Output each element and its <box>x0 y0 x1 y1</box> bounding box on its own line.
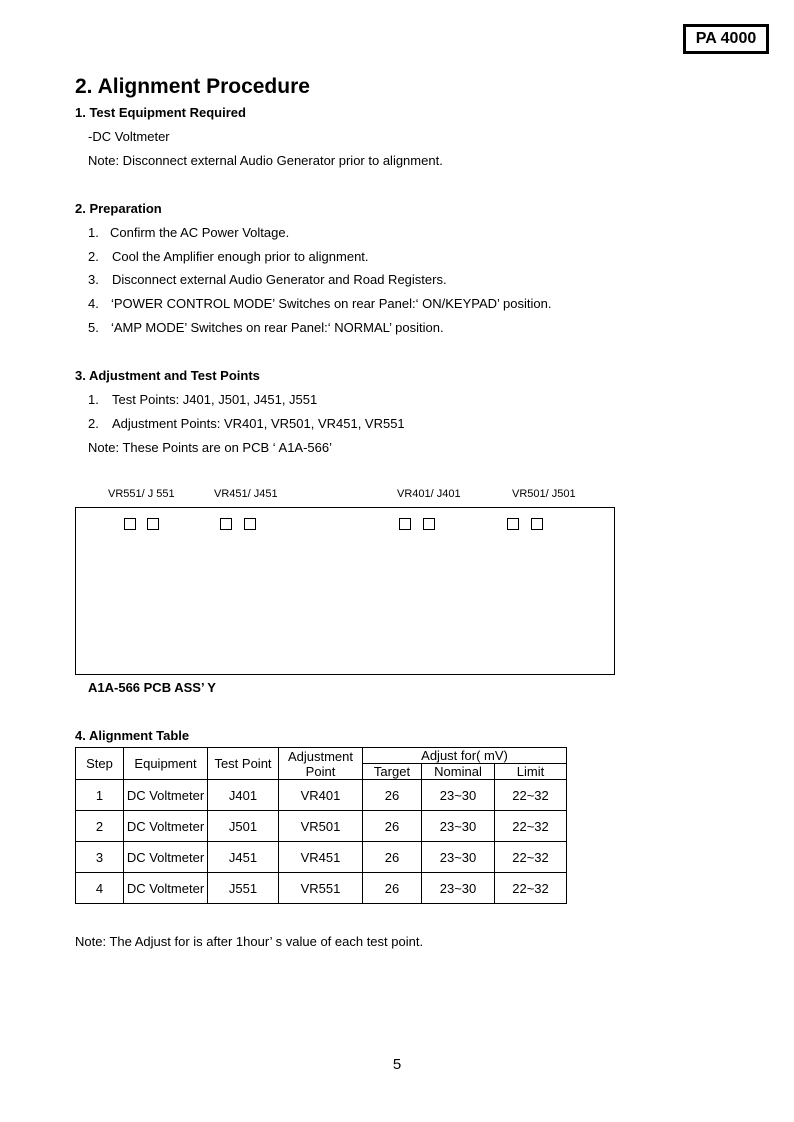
point-item-text: Adjustment Points: VR401, VR501, VR451, VR551 <box>112 416 405 431</box>
cell-target: 26 <box>363 780 422 811</box>
test-point-marker <box>244 518 256 530</box>
cell-limit: 22~32 <box>495 780 567 811</box>
section-heading-preparation: 2. Preparation <box>75 201 162 216</box>
cell-adjustment-point: VR401 <box>279 780 363 811</box>
header-step: Step <box>76 748 124 780</box>
cell-equipment: DC Voltmeter <box>124 811 208 842</box>
point-item-number: 2. <box>88 416 99 431</box>
prep-item-number: 3. <box>88 272 99 287</box>
adjustment-point-marker <box>220 518 232 530</box>
header-target: Target <box>363 764 422 780</box>
prep-item-text: Disconnect external Audio Generator and Road Registers. <box>112 272 447 287</box>
equipment-item: -DC Voltmeter <box>88 129 170 144</box>
cell-step: 4 <box>76 873 124 904</box>
point-item-number: 1. <box>88 392 99 407</box>
page-title: 2. Alignment Procedure <box>75 75 310 98</box>
adjustment-point-marker <box>124 518 136 530</box>
equipment-note: Note: Disconnect external Audio Generator prior to alignment. <box>88 153 443 168</box>
cell-step: 2 <box>76 811 124 842</box>
cell-equipment: DC Voltmeter <box>124 873 208 904</box>
cell-target: 26 <box>363 873 422 904</box>
prep-item-text: Cool the Amplifier enough prior to alignment. <box>112 249 369 264</box>
pcb-point-label: VR401/ J401 <box>397 488 461 500</box>
cell-test-point: J451 <box>208 842 279 873</box>
table-note: Note: The Adjust for is after 1hour’ s value of each test point. <box>75 934 424 949</box>
cell-test-point: J551 <box>208 873 279 904</box>
header-test-point: Test Point <box>208 748 279 780</box>
prep-item-number: 2. <box>88 249 99 264</box>
cell-target: 26 <box>363 811 422 842</box>
cell-adjustment-point: VR551 <box>279 873 363 904</box>
header-equipment: Equipment <box>124 748 208 780</box>
page-number: 5 <box>392 1056 402 1073</box>
cell-limit: 22~32 <box>495 873 567 904</box>
cell-adjustment-point: VR501 <box>279 811 363 842</box>
model-label: PA 4000 <box>683 24 769 54</box>
cell-target: 26 <box>363 842 422 873</box>
cell-nominal: 23~30 <box>422 780 495 811</box>
test-point-marker <box>147 518 159 530</box>
header-adjust-for: Adjust for( mV) <box>363 748 567 764</box>
section-heading-alignment-table: 4. Alignment Table <box>75 728 190 743</box>
header-adjustment-point: Adjustment Point <box>279 748 363 780</box>
prep-item-number: 1. <box>88 225 99 240</box>
cell-limit: 22~32 <box>495 811 567 842</box>
table-row <box>76 780 567 811</box>
prep-item-number: 4. <box>88 296 99 311</box>
prep-item-text: ‘POWER CONTROL MODE’ Switches on rear Panel:‘ ON/KEYPAD’ position. <box>111 296 552 311</box>
cell-equipment: DC Voltmeter <box>124 780 208 811</box>
pcb-outline <box>75 507 615 675</box>
section-heading-adjustment-points: 3. Adjustment and Test Points <box>75 368 260 383</box>
cell-step: 1 <box>76 780 124 811</box>
prep-item-number: 5. <box>88 320 99 335</box>
cell-adjustment-point: VR451 <box>279 842 363 873</box>
prep-item-text: Confirm the AC Power Voltage. <box>110 225 290 240</box>
cell-test-point: J501 <box>208 811 279 842</box>
adjustment-point-marker <box>399 518 411 530</box>
test-point-marker <box>531 518 543 530</box>
cell-test-point: J401 <box>208 780 279 811</box>
cell-nominal: 23~30 <box>422 873 495 904</box>
cell-nominal: 23~30 <box>422 811 495 842</box>
section-heading-equipment: 1. Test Equipment Required <box>75 105 246 120</box>
cell-limit: 22~32 <box>495 842 567 873</box>
table-row <box>76 842 567 873</box>
pcb-point-label: VR501/ J501 <box>512 488 576 500</box>
pcb-point-label: VR451/ J451 <box>214 488 278 500</box>
cell-nominal: 23~30 <box>422 842 495 873</box>
table-row <box>76 873 567 904</box>
header-nominal: Nominal <box>422 764 495 780</box>
point-item-text: Test Points: J401, J501, J451, J551 <box>112 392 318 407</box>
adjustment-point-marker <box>507 518 519 530</box>
table-row <box>76 811 567 842</box>
alignment-table <box>75 747 567 904</box>
pcb-point-label: VR551/ J 551 <box>108 488 175 500</box>
pcb-caption: A1A-566 PCB ASS’ Y <box>88 680 216 695</box>
cell-step: 3 <box>76 842 124 873</box>
header-limit: Limit <box>495 764 567 780</box>
cell-equipment: DC Voltmeter <box>124 842 208 873</box>
points-note: Note: These Points are on PCB ‘ A1A-566’ <box>88 440 333 455</box>
prep-item-text: ‘AMP MODE’ Switches on rear Panel:‘ NORMAL’ position. <box>111 320 444 335</box>
test-point-marker <box>423 518 435 530</box>
